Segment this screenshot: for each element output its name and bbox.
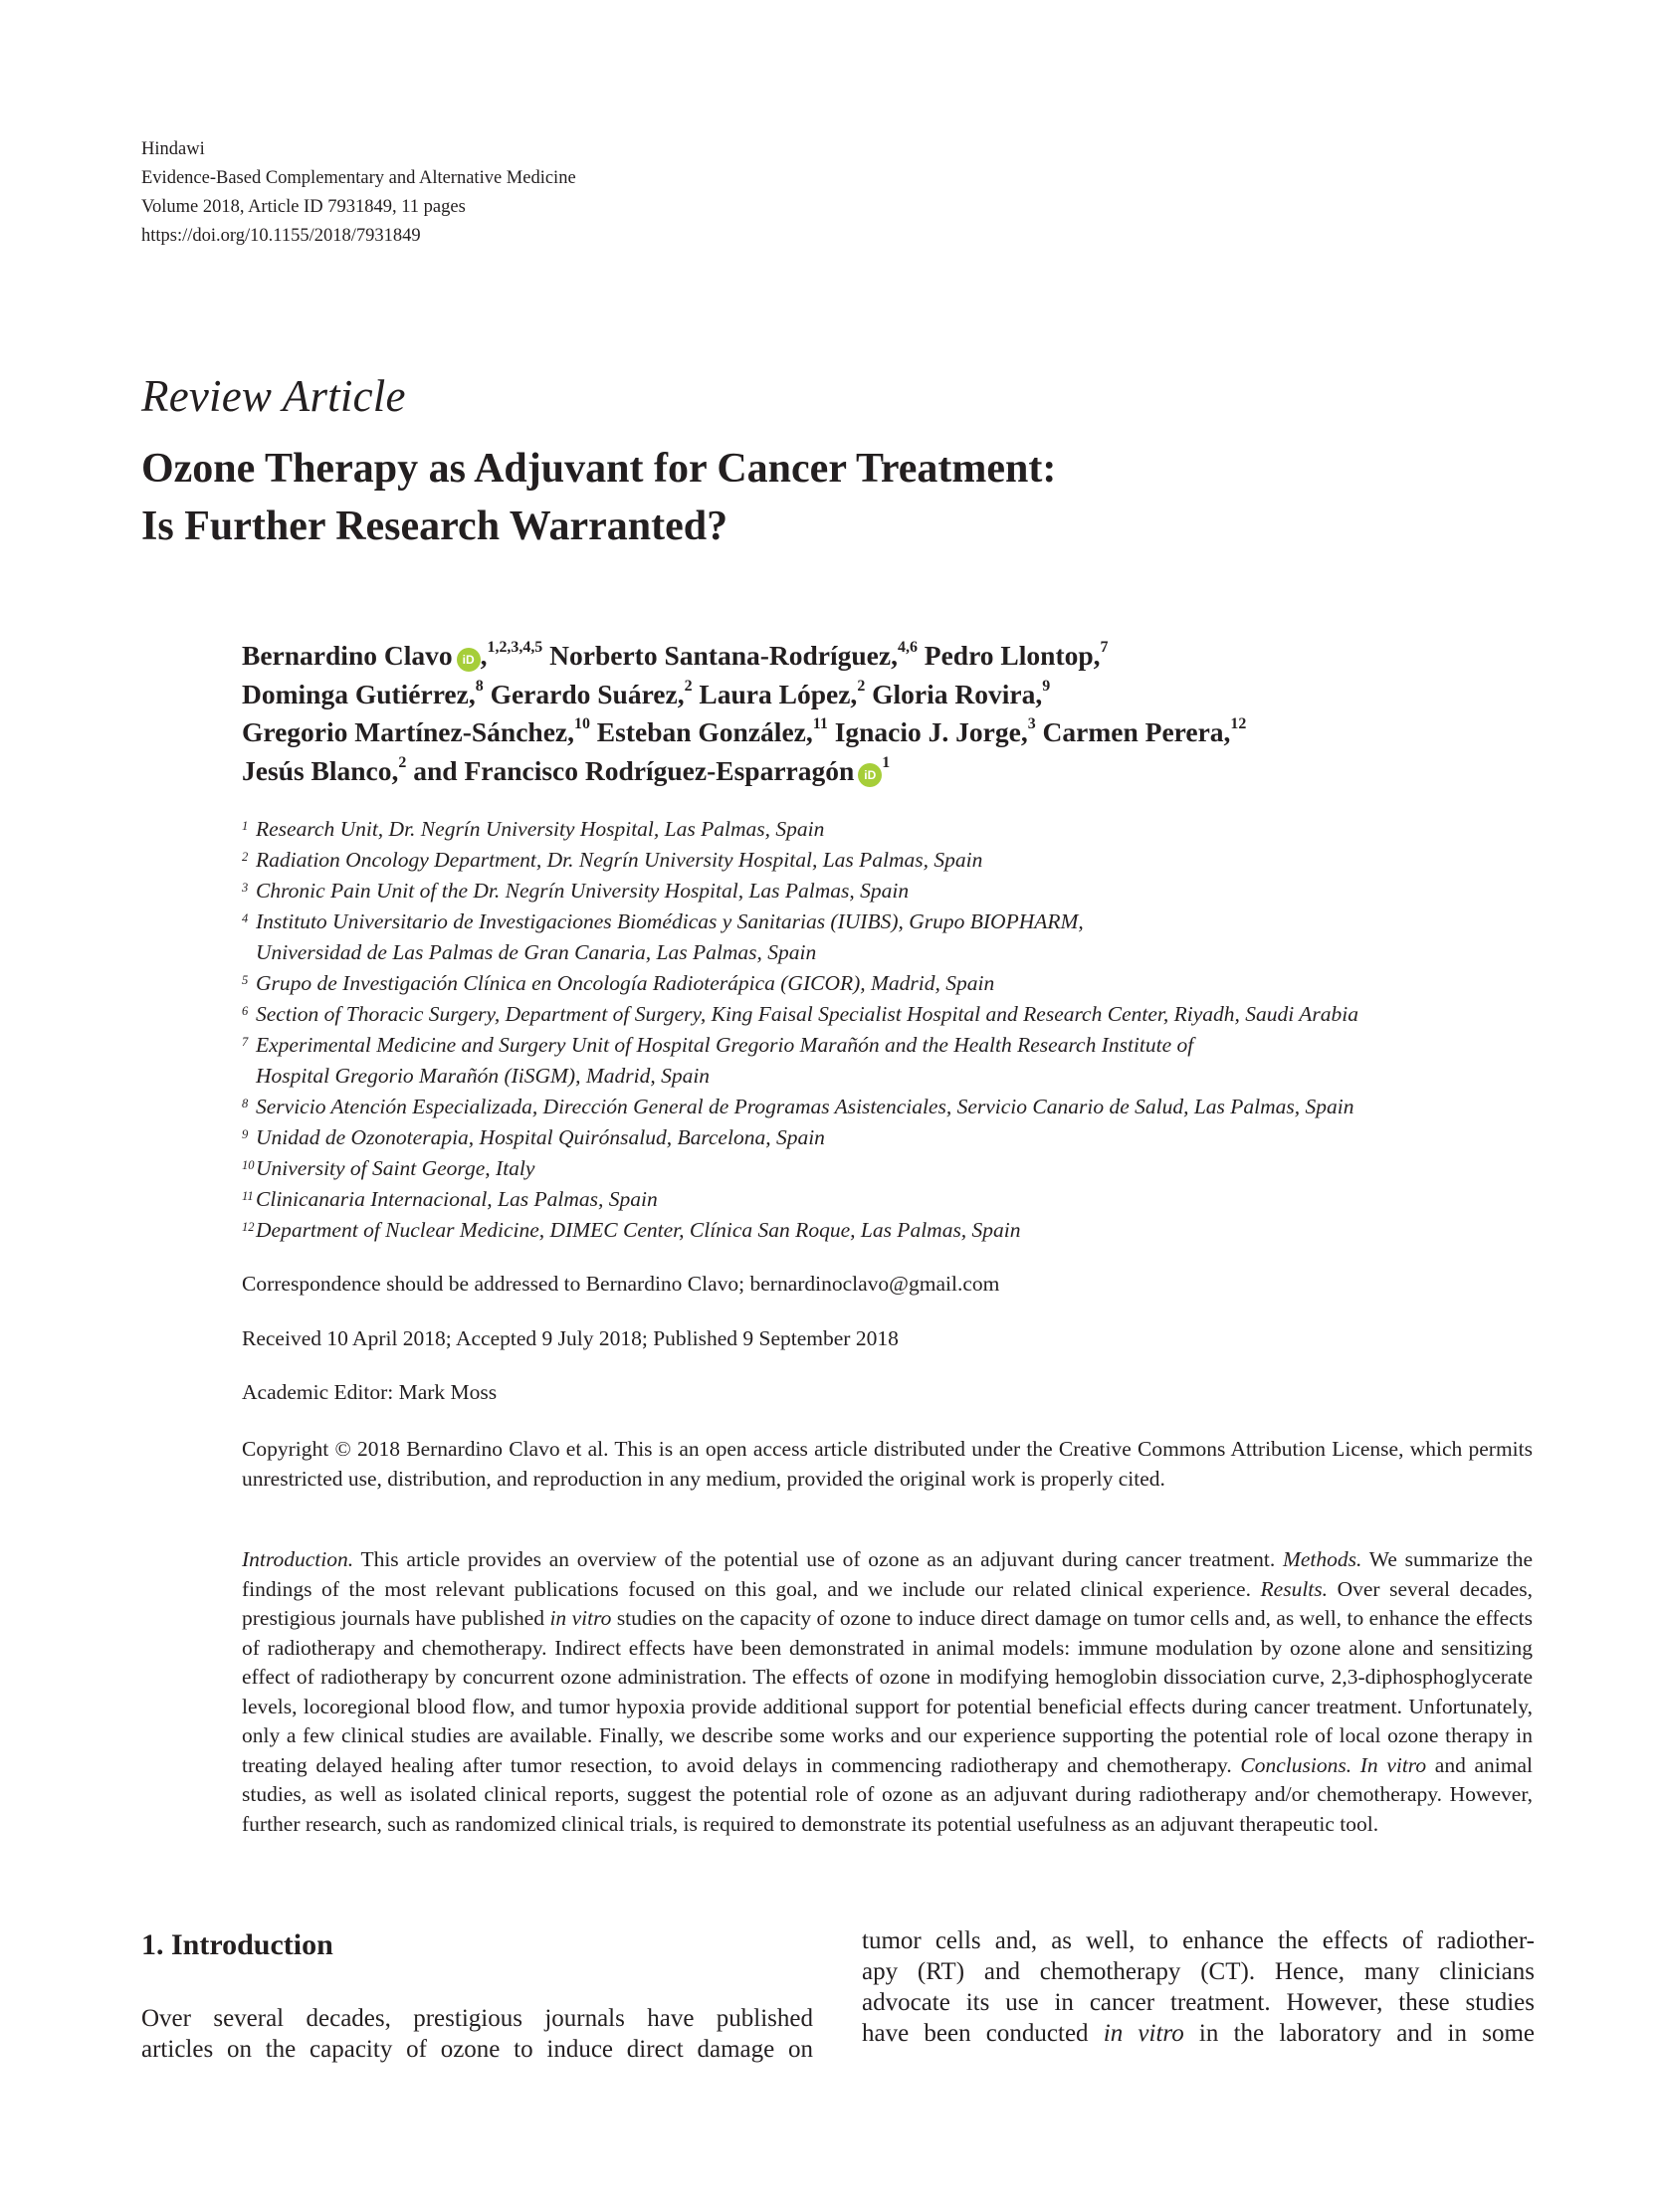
affiliation-item	[242, 968, 1358, 999]
affiliation-text: University of Saint George, Italy	[256, 1156, 535, 1180]
author-affiliation-marker: 2	[398, 753, 407, 771]
orcid-icon[interactable]: iD	[457, 648, 481, 672]
body-text-line	[862, 2018, 1535, 2049]
abstract-emphasis: in vitro	[549, 1606, 612, 1630]
author-affiliation-marker: 1,2,3,4,5	[487, 639, 543, 657]
author-affiliation-marker: 9	[1042, 677, 1051, 695]
publisher-name: Hindawi	[141, 139, 205, 159]
abstract-text: studies on the capacity of ozone to induce direct damage on tumor cells and, as well, to enhance the effects of radiotherapy and chemotherapy. Indirect effects have been demonstrated in animal models: immune modulation by ozone alone and sensitizing effect of radiotherapy by concurrent ozone administration. The effects of ozone in modifying hemoglobin dissociation curve, 2,3-diphosphoglycerate levels, locoregional blood flow, and tumor hypoxia provide additional support for potential beneficial effects during cancer treatment. Unfortunately, only a few clinical studies are available. Finally, we describe some works and our experience supporting the potential role of local ozone therapy in treating delayed healing after tumor resection, to avoid delays in commencing radiotherapy and chemotherapy.	[242, 1606, 1533, 1777]
author-line	[242, 752, 1246, 791]
author-affiliation-marker: 1	[882, 753, 891, 771]
author-name: Ignacio J. Jorge,	[834, 716, 1028, 747]
affiliation-item	[242, 1153, 1358, 1184]
affiliation-item	[242, 1092, 1358, 1122]
body-emphasis: in vitro	[1103, 2020, 1184, 2047]
author-name: Esteban González,	[596, 716, 813, 747]
body-column-left	[141, 2003, 813, 2065]
body-text-line: apy (RT) and chemotherapy (CT). Hence, many clinicians	[862, 1958, 1535, 1985]
title-line-2: Is Further Research Warranted?	[141, 503, 728, 549]
author-name: Carmen Perera,	[1042, 716, 1231, 747]
affiliation-text: Universidad de Las Palmas de Gran Canaria, Las Palmas, Spain	[256, 940, 817, 964]
affiliation-text: Clinicanaria Internacional, Las Palmas, Spain	[256, 1187, 658, 1211]
affiliation-item	[242, 999, 1358, 1030]
abstract	[242, 1545, 1533, 1839]
affiliation-text: Grupo de Investigación Clínica en Oncología Radioterápica (GICOR), Madrid, Spain	[256, 971, 995, 995]
volume-info: Volume 2018, Article ID 7931849, 11 pages	[141, 197, 466, 217]
affiliation-number: 3	[242, 881, 249, 895]
title-line-1: Ozone Therapy as Adjuvant for Cancer Treatment:	[141, 446, 1057, 492]
affiliation-text: Research Unit, Dr. Negrín University Hospital, Las Palmas, Spain	[256, 817, 825, 841]
affiliation-text: Chronic Pain Unit of the Dr. Negrín University Hospital, Las Palmas, Spain	[256, 879, 910, 903]
author-name: Francisco Rodríguez-Esparragón	[464, 754, 855, 786]
affiliation-item	[242, 1215, 1358, 1246]
affiliation-number: 5	[242, 973, 249, 987]
author-affiliation-marker: 7	[1100, 639, 1109, 657]
affiliation-item	[242, 1122, 1358, 1153]
abstract-text: We summarize the findings of the most relevant publications focused on this goal, and we include our related clinical experience.	[242, 1547, 1533, 1601]
body-column-right	[862, 1925, 1535, 2049]
article-title	[141, 440, 1056, 555]
affiliation-number: 6	[242, 1004, 249, 1018]
body-text-line: Over several decades, prestigious journals have published	[141, 2005, 813, 2032]
author-affiliation-marker: 10	[573, 715, 590, 733]
body-text-line: tumor cells and, as well, to enhance the effects of radiother-	[862, 1927, 1535, 1954]
author-affiliation-marker: 12	[1230, 715, 1247, 733]
affiliation-item	[242, 845, 1358, 876]
author-name: Dominga Gutiérrez,	[242, 678, 476, 709]
orcid-icon[interactable]: iD	[858, 763, 882, 787]
publication-dates: Received 10 April 2018; Accepted 9 July 2018; Published 9 September 2018	[242, 1326, 899, 1350]
body-text-line: articles on the capacity of ozone to induce direct damage on	[141, 2036, 813, 2063]
affiliation-number: 12	[242, 1220, 255, 1234]
author-affiliation-marker: 11	[812, 715, 828, 733]
abstract-label-methods: Methods.	[1282, 1547, 1362, 1571]
author-name: Gloria Rovira,	[872, 678, 1043, 709]
author-line: Bernardino Clavo iD ,$^{1,2,3,4,5}$ Norberto Santana-Rodríguez,$^{4,6}$ Pedro Llontop,$^7$	[242, 639, 1109, 671]
affiliation-text: Radiation Oncology Department, Dr. Negrín University Hospital, Las Palmas, Spain	[256, 848, 983, 872]
body-text: in the laboratory and in some	[1183, 2020, 1535, 2047]
affiliation-list	[242, 814, 1358, 1246]
author-name: Pedro Llontop,	[924, 640, 1101, 671]
affiliation-item-continued	[242, 937, 1358, 968]
abstract-text: This article provides an overview of the potential use of ozone as an adjuvant during cancer treatment.	[353, 1547, 1283, 1571]
affiliation-text: Servicio Atención Especializada, Dirección General de Programas Asistenciales, Servicio Canario de Salud, Las Palmas, Spain	[256, 1095, 1354, 1118]
author-affiliation-marker: 4,6	[897, 639, 918, 657]
affiliation-text: Unidad de Ozonoterapia, Hospital Quirónsalud, Barcelona, Spain	[256, 1125, 825, 1149]
affiliation-number: 9	[242, 1127, 249, 1141]
affiliation-text: Hospital Gregorio Marañón (IiSGM), Madrid, Spain	[256, 1064, 711, 1088]
author-affiliation-marker: 2	[684, 677, 693, 695]
article-type: Review Article	[141, 371, 406, 421]
affiliation-number: 1	[242, 819, 249, 833]
affiliation-text: Instituto Universitario de Investigaciones Biomédicas y Sanitarias (IUIBS), Grupo BIOPHARM,	[256, 909, 1084, 933]
body-text-line: advocate its use in cancer treatment. However, these studies	[862, 1989, 1535, 2016]
affiliation-number: 11	[242, 1189, 254, 1203]
affiliation-text: Section of Thoracic Surgery, Department of Surgery, King Faisal Specialist Hospital and Research Center, Riyadh, Saudi Arabia	[256, 1002, 1358, 1026]
abstract-emphasis: In vitro	[1351, 1752, 1427, 1777]
affiliation-text: Department of Nuclear Medicine, DIMEC Center, Clínica San Roque, Las Palmas, Spain	[256, 1218, 1021, 1242]
affiliation-item	[242, 814, 1358, 845]
author-line	[242, 713, 1246, 752]
affiliation-number: 7	[242, 1035, 249, 1049]
academic-editor: Academic Editor: Mark Moss	[242, 1380, 498, 1404]
author-name: Jesús Blanco,	[242, 754, 399, 786]
affiliation-number: 8	[242, 1097, 249, 1110]
abstract-label-results: Results.	[1260, 1576, 1329, 1601]
affiliation-item	[242, 906, 1358, 937]
abstract-label-conclusions: Conclusions.	[1240, 1752, 1352, 1777]
author-name: Laura López,	[699, 678, 858, 709]
section-heading: 1. Introduction	[141, 1928, 333, 1961]
affiliation-number: 2	[242, 850, 249, 864]
author-conjunction: and	[413, 754, 458, 786]
correspondence-note: Correspondence should be addressed to Bernardino Clavo; bernardinoclavo@gmail.com	[242, 1272, 1000, 1296]
author-affiliation-marker: 2	[857, 677, 866, 695]
author-name: Bernardino Clavo	[242, 640, 453, 671]
author-affiliation-marker: 3	[1027, 715, 1036, 733]
affiliation-item-continued	[242, 1061, 1358, 1092]
author-list	[242, 637, 1246, 790]
journal-header	[141, 135, 576, 251]
abstract-text: Over several decades, prestigious journals have published	[242, 1576, 1533, 1630]
affiliation-number: 4	[242, 911, 249, 925]
affiliation-item	[242, 1184, 1358, 1215]
abstract-label-introduction: Introduction.	[242, 1547, 354, 1571]
author-line	[242, 676, 1246, 714]
author-name: Gregorio Martínez-Sánchez,	[242, 716, 574, 747]
affiliation-item	[242, 876, 1358, 906]
journal-name: Evidence-Based Complementary and Alternative Medicine	[141, 168, 576, 188]
doi-link[interactable]: https://doi.org/10.1155/2018/7931849	[141, 226, 421, 246]
copyright-notice: Copyright © 2018 Bernardino Clavo et al. This is an open access article distributed under the Creative Commons Attribution License, which permits unrestricted use, distribution, and reproduction in any medium, provided the original work is properly cited.	[242, 1437, 1533, 1491]
author-name: Gerardo Suárez,	[490, 678, 685, 709]
author-name: Norberto Santana-Rodríguez,	[549, 640, 898, 671]
body-text: have been conducted	[862, 2020, 1104, 2047]
author-affiliation-marker: 8	[475, 677, 484, 695]
affiliation-text: Experimental Medicine and Surgery Unit of Hospital Gregorio Marañón and the Health Research Institute of	[256, 1033, 1194, 1057]
abstract-text: and animal studies, as well as isolated clinical reports, suggest the potential role of ozone as an adjuvant during radiotherapy and/or chemotherapy. However, further research, such as randomized clinical trials, is required to demonstrate its potential usefulness as an adjuvant therapeutic tool.	[242, 1752, 1534, 1836]
affiliation-number: 10	[242, 1158, 255, 1172]
affiliation-item	[242, 1030, 1358, 1061]
